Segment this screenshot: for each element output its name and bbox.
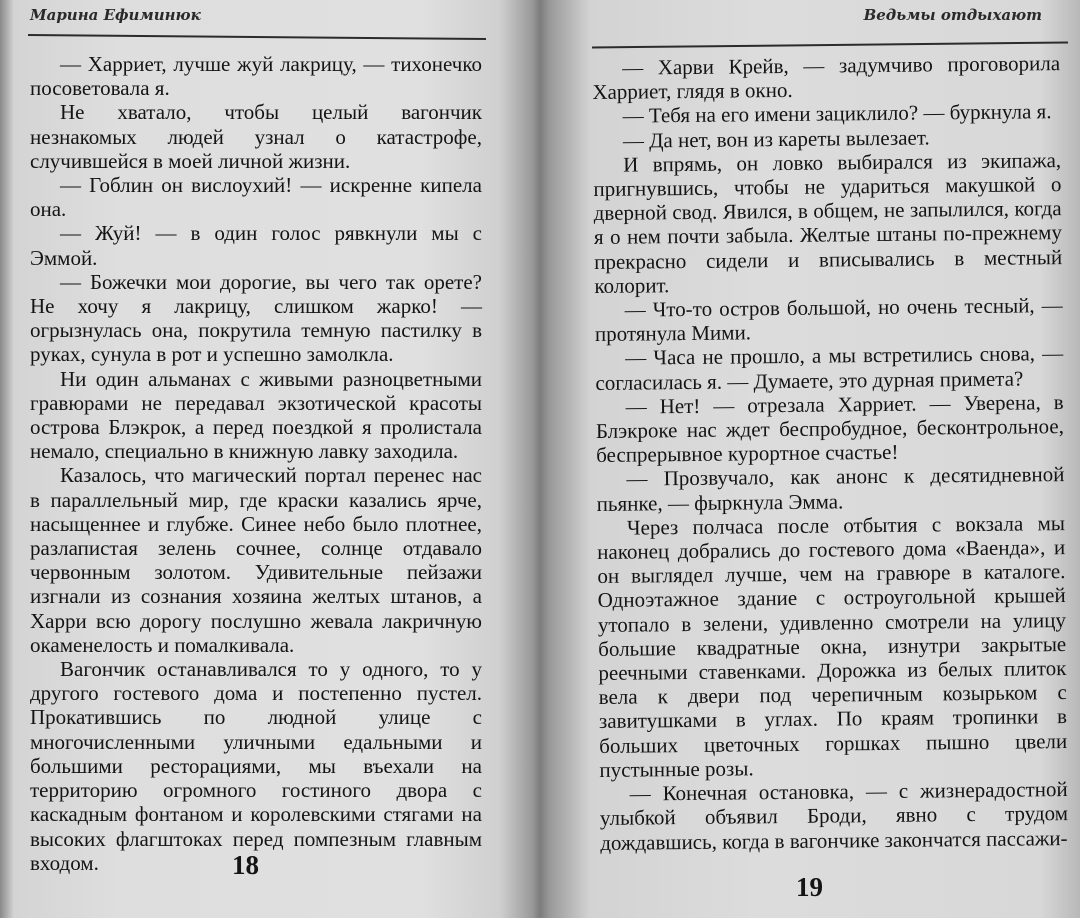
paragraph: — Часа не прошло, а мы встретились снова, — согласилась я. — Думаете, это дурная примета?	[595, 341, 1064, 395]
paragraph: — Прозвучало, как анонс к десятидневной пьянке, — фыркнула Эмма.	[596, 462, 1065, 516]
page-number: 18	[232, 850, 259, 880]
paragraph: — Тебя на его имени зациклило? — буркнула я.	[622, 99, 1052, 129]
left-page-text	[30, 52, 482, 875]
running-head-author: Марина Ефиминюк	[30, 6, 201, 24]
paragraph: — Да нет, вон из кареты вылезает.	[622, 125, 930, 153]
paragraph: — Божечки мои дорогие, вы чего так орете? Не хочу я лакрицу, слишком жарко! — огрызнулась она, покрутила темную пастилку в руках, сунула в рот и успешно замолкла.	[30, 269, 482, 367]
header-rule	[28, 34, 486, 40]
paragraph: Ни один альманах с живыми разноцветными гравюрами не передавал экзотической красоты острова Блэкрок, а перед поездкой я пролистала немало, специально в книжную лавку заходила.	[30, 366, 482, 464]
paragraph: И впрямь, он ловко выбирался из экипажа, пригнувшись, чтобы не удариться макушкой о дверной свод. Явился, в общем, не запылился, когда я о нем почти забыла. Желтые штаны по-прежнему прекрасно сидели и вписывались в местный колорит.	[593, 147, 1063, 298]
right-page	[560, 0, 1080, 918]
running-head-title: Ведьмы отдыхают	[863, 6, 1042, 24]
left-page	[0, 0, 520, 918]
paragraph: Казалось, что магический портал перенес нас в параллельный мир, где краски казались ярче, насыщеннее и глубже. Синее небо было плотнее, разлапистая зелень сочнее, солнце отдавало червонным золотом. Удивительные пейзажи изгнали из сознания хозяина желтых штанов, а Харри всю дорогу послушно жевала лакричную окаменелость и помалкивала.	[30, 463, 482, 657]
header-rule	[592, 42, 1068, 49]
paragraph: Не хватало, чтобы целый вагончик незнакомых людей узнал о катастрофе, случившейся в моей личной жизни.	[30, 100, 482, 173]
paragraph: — Нет! — отрезала Харриет. — Уверена, в Блэкроке нас ждет беспробудное, бесконтрольное, беспрерывное курортное счастье!	[595, 389, 1065, 468]
paragraph: — Харви Крейв, — задумчиво проговорила Харриет, глядя в окно.	[592, 51, 1061, 105]
paragraph: — Харриет, лучше жуй лакрицу, — тихонечко посоветовала я.	[30, 52, 482, 101]
paragraph: Через полчаса после отбытия с вокзала мы наконец добрались до гостевого дома «Ваенда», и он выглядел лучше, чем на гравюре в каталоге. Одноэтажное здание с остроугольной крышей утопало в зелени, удивленно смотрели на улицу большие квадратные окна, изнутри закрытые реечными ставенками. Дорожка из белых плиток вела к двери под черепичным козырьком с завитушками в углах. По краям тропинки в больших цветочных горшках пышно цвели пустынные розы.	[597, 510, 1068, 782]
paragraph: — Гоблин он вислоухий! — искренне кипела она.	[30, 173, 482, 222]
paragraph: — Жуй! — в один голос рявкнули мы с Эммой.	[30, 221, 482, 270]
page-number: 19	[796, 872, 823, 902]
paragraph: — Конечная остановка, — с жизнерадостной улыбкой объявил Броди, явно с трудом дождавшись, когда в вагончике закончатся пассажи-	[599, 777, 1069, 855]
paragraph: Вагончик останавливался то у одного, то у другого гостевого дома и постепенно пустел. Прокатившись по людной улице с многочисленными уличными едальными и большими ресторациями, мы въехали на территорию огромного гостиного двора с каскадным фонтаном и королевскими стягами на высоких флагштоках перед помпезным главным входом.	[30, 657, 482, 875]
paragraph: — Что-то остров большой, но очень тесный, — протянула Мими.	[594, 293, 1063, 347]
right-page-text	[592, 51, 1068, 855]
